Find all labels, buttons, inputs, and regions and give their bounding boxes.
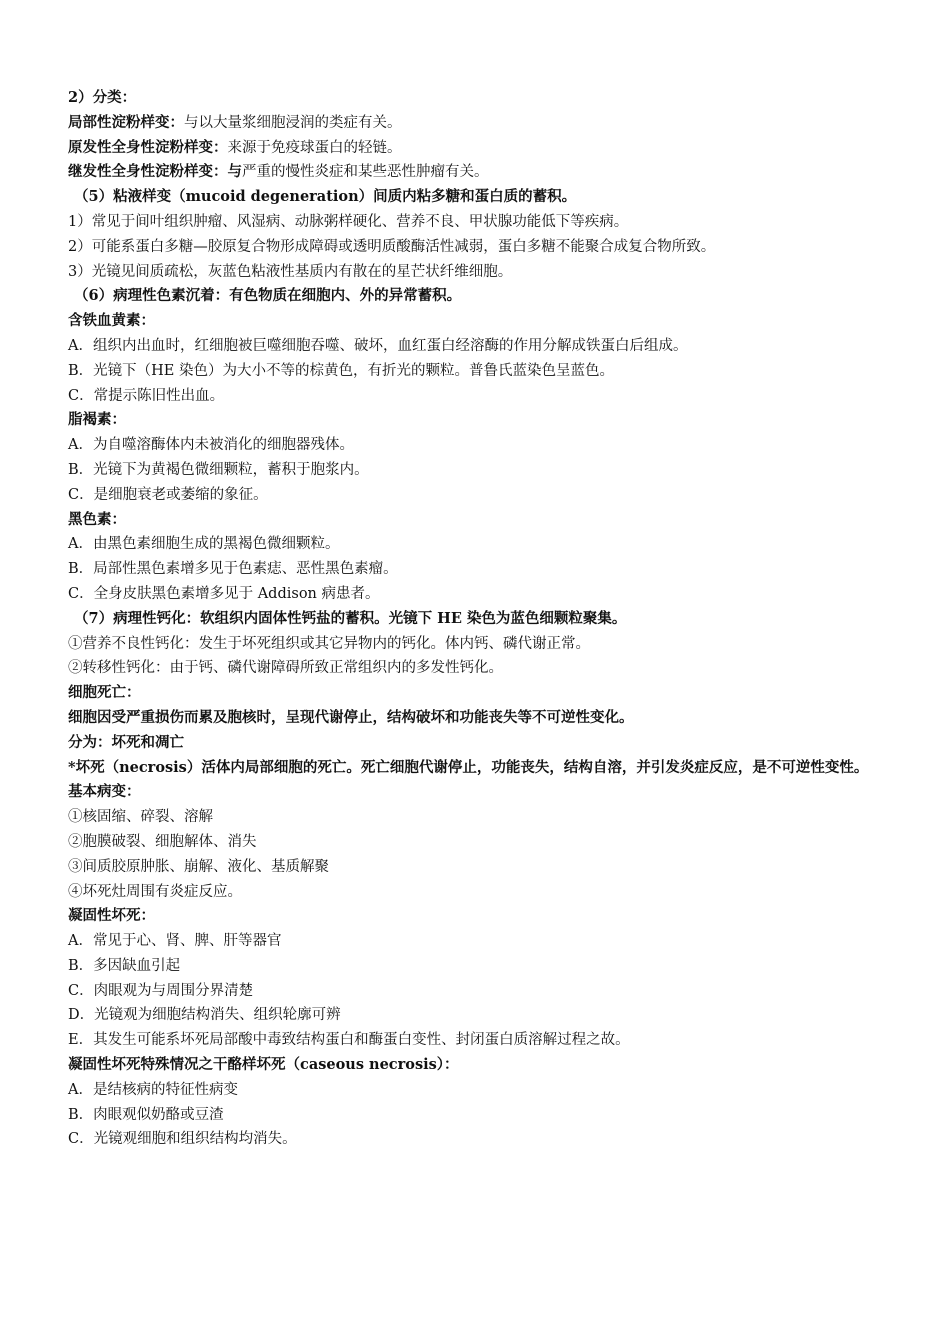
text-line: 凝固性坏死特殊情况之干酪样坏死（caseous necrosis）： bbox=[68, 1056, 459, 1074]
text-line: B．局部性黑色素增多见于色素痣、恶性黑色素瘤。 bbox=[68, 561, 398, 578]
text-line: 凝固性坏死： bbox=[68, 907, 155, 925]
text-line: 黑色素： bbox=[68, 510, 126, 528]
text-line: 基本病变： bbox=[68, 783, 141, 801]
text-line: ①营养不良性钙化：发生于坏死组织或其它异物内的钙化。体内钙、磷代谢正常。 bbox=[68, 635, 590, 652]
bold-text-segment: 原发性全身性淀粉样变： bbox=[68, 138, 228, 156]
text-line: 脂褐素： bbox=[68, 411, 126, 429]
text-line: A．是结核病的特征性病变 bbox=[68, 1081, 238, 1098]
text-line: C．光镜观细胞和组织结构均消失。 bbox=[68, 1131, 297, 1148]
text-line: A．组织内出血时，红细胞被巨噬细胞吞噬、破坏，血红蛋白经溶酶的作用分解成铁蛋白后组成。 bbox=[68, 337, 688, 354]
text-line: A．为自噬溶酶体内未被消化的细胞器残体。 bbox=[68, 437, 354, 454]
text-line: （5）粘液样变（mucoid degeneration）间质内粘多糖和蛋白质的蓄积。 bbox=[74, 188, 577, 206]
text-line: A．常见于心、肾、脾、肝等器官 bbox=[68, 933, 282, 950]
text-line: 1）常见于间叶组织肿瘤、风湿病、动脉粥样硬化、营养不良、甲状腺功能低下等疾病。 bbox=[68, 213, 629, 230]
text-line: 3）光镜见间质疏松，灰蓝色粘液性基质内有散在的星芒状纤维细胞。 bbox=[68, 263, 513, 280]
text-line bbox=[68, 136, 888, 161]
text-line: ②胞膜破裂、细胞解体、消失 bbox=[68, 833, 257, 850]
text-line: ②转移性钙化：由于钙、磷代谢障碍所致正常组织内的多发性钙化。 bbox=[68, 660, 503, 677]
text-line: B．肉眼观似奶酪或豆渣 bbox=[68, 1106, 224, 1123]
text-line: 2）可能系蛋白多糖—胶原复合物形成障碍或透明质酸酶活性减弱，蛋白多糖不能聚合成复合物所致。 bbox=[68, 238, 716, 255]
text-line: ③间质胶原肿胀、崩解、液化、基质解聚 bbox=[68, 858, 329, 875]
text-line: *坏死（necrosis）活体内局部细胞的死亡。死亡细胞代谢停止，功能丧失，结构自溶，并引发炎症反应，是不可逆性变性。 bbox=[68, 758, 869, 776]
text-segment: 严重的慢性炎症和某些恶性肿瘤有关。 bbox=[242, 164, 489, 181]
text-line: 细胞因受严重损伤而累及胞核时，呈现代谢停止，结构破坏和功能丧失等不可逆性变化。 bbox=[68, 708, 634, 726]
text-line: D．光镜观为细胞结构消失、组织轮廓可辨 bbox=[68, 1007, 341, 1024]
text-line: 2）分类： bbox=[68, 89, 137, 106]
text-line: ④坏死灶周围有炎症反应。 bbox=[68, 883, 242, 900]
text-line: C．肉眼观为与周围分界清楚 bbox=[68, 982, 254, 999]
text-line: C．常提示陈旧性出血。 bbox=[68, 387, 225, 404]
text-segment: 与以大量浆细胞浸润的类症有关。 bbox=[184, 114, 402, 131]
text-line: B．光镜下为黄褐色微细颗粒，蓄积于胞浆内。 bbox=[68, 461, 369, 478]
bold-text-segment: 继发性全身性淀粉样变：与 bbox=[68, 163, 242, 181]
text-line: 细胞死亡： bbox=[68, 684, 141, 702]
text-line: B．多因缺血引起 bbox=[68, 957, 181, 974]
text-line: （7）病理性钙化：软组织内固体性钙盐的蓄积。光镜下 HE 染色为蓝色细颗粒聚集。 bbox=[74, 609, 627, 627]
document-page bbox=[68, 86, 888, 1152]
text-line: A．由黑色素细胞生成的黑褐色微细颗粒。 bbox=[68, 536, 340, 553]
text-line bbox=[68, 111, 888, 136]
text-line: 分为：坏死和凋亡 bbox=[68, 733, 184, 751]
text-line: 含铁血黄素： bbox=[68, 312, 155, 330]
text-line: C．是细胞衰老或萎缩的象征。 bbox=[68, 486, 268, 503]
text-line: C．全身皮肤黑色素增多见于 Addison 病患者。 bbox=[68, 585, 380, 602]
bold-text-segment: 局部性淀粉样变： bbox=[68, 113, 184, 131]
text-line: B．光镜下（HE 染色）为大小不等的棕黄色，有折光的颗粒。普鲁氏蓝染色呈蓝色。 bbox=[68, 362, 614, 379]
text-segment: 来源于免疫球蛋白的轻链。 bbox=[227, 139, 402, 156]
text-line: ①核固缩、碎裂、溶解 bbox=[68, 809, 213, 826]
text-line bbox=[68, 160, 888, 185]
text-line: （6）病理性色素沉着：有色物质在细胞内、外的异常蓄积。 bbox=[74, 287, 462, 305]
text-line: E．其发生可能系坏死局部酸中毒致结构蛋白和酶蛋白变性、封闭蛋白质溶解过程之故。 bbox=[68, 1032, 630, 1049]
